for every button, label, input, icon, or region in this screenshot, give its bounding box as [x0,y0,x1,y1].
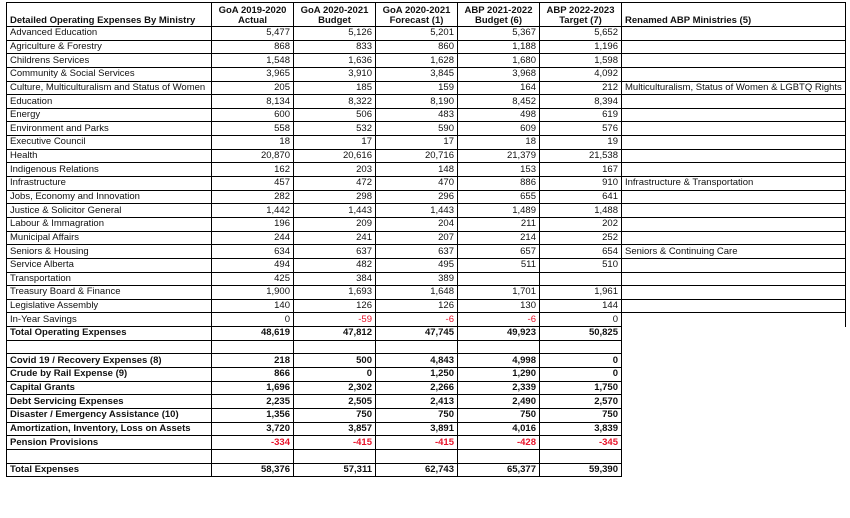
cell-goa-2020-2021-forecast[interactable]: 1,648 [376,286,458,300]
cell-goa-2019-2020-actual[interactable]: -334 [212,436,294,450]
table-body [7,3,846,477]
header-goa-2019-2020-actual[interactable]: GoA 2019-2020 Actual [212,3,294,27]
cell-label[interactable]: Childrens Services [7,54,212,68]
cell-goa-2020-2021-forecast[interactable]: -415 [376,436,458,450]
cell-label[interactable]: Disaster / Emergency Assistance (10) [7,408,212,422]
cell-renamed-ministry[interactable] [622,95,846,109]
cell-abp-2021-2022-budget[interactable]: 164 [458,81,540,95]
cell-goa-2020-2021-budget[interactable]: 472 [294,177,376,191]
cell-abp-2021-2022-budget[interactable]: 511 [458,258,540,272]
cell-goa-2019-2020-actual[interactable] [212,340,294,354]
cell-goa-2020-2021-budget[interactable]: 209 [294,217,376,231]
table-row [7,422,846,436]
cell-abp-2021-2022-budget[interactable]: 1,680 [458,54,540,68]
cell-goa-2020-2021-budget[interactable]: 57,311 [294,463,376,477]
spacer-row [7,340,846,354]
cell-goa-2020-2021-budget[interactable]: 0 [294,368,376,382]
cell-abp-2021-2022-budget[interactable] [458,272,540,286]
cell-abp-2022-2023-target[interactable]: 619 [540,108,622,122]
cell-goa-2019-2020-actual[interactable]: 457 [212,177,294,191]
cell-label[interactable]: Amortization, Inventory, Loss on Assets [7,422,212,436]
cell-goa-2020-2021-forecast[interactable]: 1,250 [376,368,458,382]
cell-goa-2020-2021-forecast[interactable]: 47,745 [376,327,458,341]
cell-abp-2022-2023-target[interactable]: 1,196 [540,40,622,54]
cell-abp-2022-2023-target[interactable]: 510 [540,258,622,272]
cell-goa-2020-2021-budget[interactable]: 2,302 [294,381,376,395]
cell-renamed-ministry[interactable] [622,163,846,177]
cell-goa-2019-2020-actual[interactable]: 20,870 [212,149,294,163]
cell-abp-2021-2022-budget[interactable]: 1,188 [458,40,540,54]
table-row [7,381,846,395]
cell-label[interactable]: Treasury Board & Finance [7,286,212,300]
cell-abp-2022-2023-target[interactable]: 5,652 [540,27,622,41]
cell-renamed-ministry[interactable] [622,40,846,54]
cell-goa-2020-2021-forecast[interactable]: 296 [376,190,458,204]
cell-abp-2021-2022-budget[interactable]: 211 [458,217,540,231]
cell-goa-2020-2021-budget[interactable]: 506 [294,108,376,122]
total-operating-row [7,327,846,341]
table-row [7,136,846,150]
cell-abp-2021-2022-budget[interactable]: 130 [458,299,540,313]
cell-abp-2022-2023-target[interactable]: 3,839 [540,422,622,436]
table-row [7,354,846,368]
total-expenses-row [7,463,846,477]
cell-abp-2022-2023-target[interactable] [540,272,622,286]
cell-label[interactable]: Jobs, Economy and Innovation [7,190,212,204]
cell-renamed-ministry[interactable] [622,108,846,122]
cell-goa-2019-2020-actual[interactable]: 162 [212,163,294,177]
cell-abp-2021-2022-budget[interactable]: -428 [458,436,540,450]
table-row [7,95,846,109]
cell-goa-2020-2021-budget[interactable]: 482 [294,258,376,272]
cell-abp-2022-2023-target[interactable]: 8,394 [540,95,622,109]
cell-goa-2020-2021-forecast[interactable]: 1,443 [376,204,458,218]
cell-abp-2021-2022-budget[interactable]: 65,377 [458,463,540,477]
cell-abp-2022-2023-target[interactable]: 4,092 [540,67,622,81]
cell-renamed-ministry[interactable]: Multiculturalism, Status of Women & LGBTQ Rights [622,81,846,95]
header-abp-2022-2023-target[interactable]: ABP 2022-2023 Target (7) [540,3,622,27]
header-goa-2020-2021-budget[interactable]: GoA 2020-2021 Budget [294,3,376,27]
table-row [7,190,846,204]
cell-goa-2019-2020-actual[interactable]: 5,477 [212,27,294,41]
cell-goa-2020-2021-forecast[interactable] [376,449,458,463]
cell-goa-2019-2020-actual[interactable]: 558 [212,122,294,136]
cell-abp-2021-2022-budget[interactable]: 214 [458,231,540,245]
cell-abp-2022-2023-target[interactable]: 0 [540,368,622,382]
cell-renamed-ministry[interactable] [622,204,846,218]
cell-abp-2021-2022-budget[interactable]: 886 [458,177,540,191]
cell-label[interactable]: Justice & Solicitor General [7,204,212,218]
table-row [7,368,846,382]
cell-renamed-ministry[interactable] [622,231,846,245]
cell-renamed-ministry[interactable] [622,190,846,204]
spreadsheet [6,2,846,477]
cell-goa-2019-2020-actual[interactable]: 18 [212,136,294,150]
cell-label[interactable]: Transportation [7,272,212,286]
cell-abp-2021-2022-budget[interactable]: 18 [458,136,540,150]
cell-abp-2021-2022-budget[interactable]: 657 [458,245,540,259]
cell-goa-2019-2020-actual[interactable]: 1,548 [212,54,294,68]
cell-label[interactable]: Community & Social Services [7,67,212,81]
cell-goa-2019-2020-actual[interactable]: 8,134 [212,95,294,109]
cell-goa-2019-2020-actual[interactable] [212,449,294,463]
cell-goa-2019-2020-actual[interactable]: 634 [212,245,294,259]
cell-goa-2020-2021-forecast[interactable]: 17 [376,136,458,150]
cell-goa-2020-2021-budget[interactable]: 298 [294,190,376,204]
cell-goa-2020-2021-forecast[interactable]: 8,190 [376,95,458,109]
cell-abp-2021-2022-budget[interactable]: 1,701 [458,286,540,300]
cell-abp-2022-2023-target[interactable]: 1,961 [540,286,622,300]
cell-goa-2020-2021-forecast[interactable]: 750 [376,408,458,422]
cell-goa-2020-2021-forecast[interactable]: 483 [376,108,458,122]
cell-label[interactable]: Environment and Parks [7,122,212,136]
header-abp-2021-2022-budget[interactable]: ABP 2021-2022 Budget (6) [458,3,540,27]
cell-abp-2022-2023-target[interactable]: 1,488 [540,204,622,218]
cell-goa-2019-2020-actual[interactable]: 866 [212,368,294,382]
cell-abp-2022-2023-target[interactable]: 167 [540,163,622,177]
cell-label[interactable]: Executive Council [7,136,212,150]
header-goa-2020-2021-forecast[interactable]: GoA 2020-2021 Forecast (1) [376,3,458,27]
cell-goa-2020-2021-budget[interactable]: 5,126 [294,27,376,41]
cell-abp-2022-2023-target[interactable]: -345 [540,436,622,450]
cell-goa-2019-2020-actual[interactable]: 140 [212,299,294,313]
cell-goa-2020-2021-forecast[interactable]: 637 [376,245,458,259]
cell-abp-2022-2023-target[interactable]: 212 [540,81,622,95]
table-row [7,27,846,41]
cell-goa-2020-2021-forecast[interactable]: 590 [376,122,458,136]
cell-goa-2020-2021-budget[interactable]: -59 [294,313,376,327]
expenses-table [6,2,846,477]
table-row [7,177,846,191]
table-row [7,408,846,422]
table-row [7,67,846,81]
cell-label[interactable]: Pension Provisions [7,436,212,450]
cell-abp-2022-2023-target[interactable]: 654 [540,245,622,259]
cell-goa-2019-2020-actual[interactable]: 282 [212,190,294,204]
cell-label[interactable]: In-Year Savings [7,313,212,327]
table-row [7,217,846,231]
cell-goa-2020-2021-budget[interactable]: 17 [294,136,376,150]
cell-label[interactable]: Energy [7,108,212,122]
cell-goa-2019-2020-actual[interactable]: 0 [212,313,294,327]
cell-goa-2020-2021-budget[interactable]: 126 [294,299,376,313]
cell-abp-2022-2023-target[interactable]: 59,390 [540,463,622,477]
cell-goa-2020-2021-budget[interactable]: 532 [294,122,376,136]
cell-renamed-ministry[interactable] [622,313,846,327]
cell-label[interactable]: Health [7,149,212,163]
cell-abp-2021-2022-budget[interactable] [458,449,540,463]
cell-goa-2020-2021-forecast[interactable]: 4,843 [376,354,458,368]
cell-abp-2022-2023-target[interactable]: 252 [540,231,622,245]
cell-renamed-ministry[interactable] [622,272,846,286]
cell-abp-2022-2023-target[interactable]: 1,598 [540,54,622,68]
cell-goa-2020-2021-budget[interactable]: 750 [294,408,376,422]
cell-abp-2022-2023-target[interactable]: 202 [540,217,622,231]
cell-goa-2019-2020-actual[interactable]: 218 [212,354,294,368]
cell-goa-2020-2021-forecast[interactable]: 204 [376,217,458,231]
cell-abp-2022-2023-target[interactable]: 50,825 [540,327,622,341]
cell-abp-2022-2023-target[interactable]: 2,570 [540,395,622,409]
cell-renamed-ministry[interactable] [622,368,846,382]
cell-goa-2020-2021-budget[interactable]: 241 [294,231,376,245]
cell-renamed-ministry[interactable] [622,354,846,368]
cell-abp-2021-2022-budget[interactable]: 5,367 [458,27,540,41]
cell-goa-2019-2020-actual[interactable]: 48,619 [212,327,294,341]
cell-label[interactable]: Total Expenses [7,463,212,477]
cell-goa-2020-2021-forecast[interactable]: 389 [376,272,458,286]
cell-goa-2019-2020-actual[interactable]: 1,900 [212,286,294,300]
cell-renamed-ministry[interactable] [622,67,846,81]
cell-abp-2021-2022-budget[interactable]: 609 [458,122,540,136]
cell-goa-2020-2021-forecast[interactable]: 126 [376,299,458,313]
cell-goa-2019-2020-actual[interactable]: 868 [212,40,294,54]
cell-abp-2021-2022-budget[interactable]: 655 [458,190,540,204]
table-row [7,436,846,450]
cell-label[interactable]: Indigenous Relations [7,163,212,177]
cell-goa-2020-2021-budget[interactable]: 384 [294,272,376,286]
table-row [7,258,846,272]
cell-renamed-ministry[interactable] [622,395,846,409]
table-row [7,108,846,122]
cell-abp-2021-2022-budget[interactable]: 4,016 [458,422,540,436]
cell-abp-2021-2022-budget[interactable]: 750 [458,408,540,422]
cell-renamed-ministry[interactable] [622,217,846,231]
cell-goa-2020-2021-budget[interactable]: 833 [294,40,376,54]
cell-label[interactable]: Agriculture & Forestry [7,40,212,54]
cell-goa-2020-2021-forecast[interactable]: -6 [376,313,458,327]
table-row [7,299,846,313]
cell-goa-2019-2020-actual[interactable]: 2,235 [212,395,294,409]
cell-renamed-ministry[interactable] [622,149,846,163]
table-row [7,272,846,286]
cell-label[interactable]: Service Alberta [7,258,212,272]
cell-abp-2022-2023-target[interactable]: 750 [540,408,622,422]
cell-goa-2019-2020-actual[interactable]: 244 [212,231,294,245]
cell-abp-2021-2022-budget[interactable]: -6 [458,313,540,327]
cell-renamed-ministry[interactable] [622,449,846,463]
cell-goa-2020-2021-forecast[interactable]: 2,413 [376,395,458,409]
cell-goa-2019-2020-actual[interactable]: 196 [212,217,294,231]
cell-abp-2021-2022-budget[interactable]: 2,339 [458,381,540,395]
cell-label[interactable]: Legislative Assembly [7,299,212,313]
spacer-row [7,449,846,463]
cell-label[interactable]: Advanced Education [7,27,212,41]
cell-goa-2020-2021-forecast[interactable]: 2,266 [376,381,458,395]
cell-goa-2019-2020-actual[interactable]: 494 [212,258,294,272]
cell-renamed-ministry[interactable] [622,122,846,136]
cell-abp-2022-2023-target[interactable]: 641 [540,190,622,204]
cell-label[interactable]: Total Operating Expenses [7,327,212,341]
table-row [7,313,846,327]
cell-goa-2020-2021-budget[interactable]: 2,505 [294,395,376,409]
cell-label[interactable]: Labour & Immagration [7,217,212,231]
cell-goa-2020-2021-budget[interactable]: 47,812 [294,327,376,341]
cell-label[interactable]: Crude by Rail Expense (9) [7,368,212,382]
cell-abp-2021-2022-budget[interactable]: 3,968 [458,67,540,81]
cell-abp-2022-2023-target[interactable]: 0 [540,354,622,368]
cell-renamed-ministry[interactable] [622,327,846,341]
cell-renamed-ministry[interactable] [622,27,846,41]
cell-goa-2020-2021-budget[interactable]: 8,322 [294,95,376,109]
cell-goa-2020-2021-budget[interactable]: 20,616 [294,149,376,163]
cell-renamed-ministry[interactable] [622,340,846,354]
cell-goa-2020-2021-forecast[interactable]: 1,628 [376,54,458,68]
cell-goa-2020-2021-forecast[interactable]: 3,845 [376,67,458,81]
table-row [7,81,846,95]
cell-abp-2021-2022-budget[interactable]: 2,490 [458,395,540,409]
table-row [7,54,846,68]
cell-renamed-ministry[interactable] [622,422,846,436]
cell-goa-2020-2021-forecast[interactable]: 148 [376,163,458,177]
cell-label[interactable]: Culture, Multiculturalism and Status of Women [7,81,212,95]
cell-abp-2022-2023-target[interactable]: 0 [540,313,622,327]
cell-label[interactable]: Covid 19 / Recovery Expenses (8) [7,354,212,368]
cell-abp-2021-2022-budget[interactable] [458,340,540,354]
cell-goa-2020-2021-forecast[interactable]: 495 [376,258,458,272]
cell-renamed-ministry[interactable] [622,299,846,313]
header-label[interactable]: Detailed Operating Expenses By Ministry [7,3,212,27]
cell-abp-2021-2022-budget[interactable]: 49,923 [458,327,540,341]
cell-goa-2020-2021-budget[interactable]: 1,636 [294,54,376,68]
header-row [7,3,846,27]
table-row [7,163,846,177]
cell-abp-2021-2022-budget[interactable]: 153 [458,163,540,177]
cell-abp-2022-2023-target[interactable]: 21,538 [540,149,622,163]
cell-goa-2020-2021-budget[interactable]: 1,693 [294,286,376,300]
table-row [7,204,846,218]
cell-renamed-ministry[interactable] [622,54,846,68]
cell-label[interactable]: Education [7,95,212,109]
cell-goa-2020-2021-forecast[interactable]: 3,891 [376,422,458,436]
table-row [7,395,846,409]
cell-goa-2020-2021-forecast[interactable]: 20,716 [376,149,458,163]
cell-label[interactable] [7,449,212,463]
cell-abp-2021-2022-budget[interactable]: 1,489 [458,204,540,218]
cell-goa-2019-2020-actual[interactable]: 600 [212,108,294,122]
cell-abp-2021-2022-budget[interactable]: 8,452 [458,95,540,109]
cell-goa-2019-2020-actual[interactable]: 425 [212,272,294,286]
cell-goa-2020-2021-budget[interactable]: 185 [294,81,376,95]
cell-label[interactable]: Infrastructure [7,177,212,191]
cell-goa-2020-2021-forecast[interactable]: 5,201 [376,27,458,41]
cell-renamed-ministry[interactable] [622,286,846,300]
cell-goa-2020-2021-forecast[interactable] [376,340,458,354]
cell-abp-2022-2023-target[interactable]: 1,750 [540,381,622,395]
cell-goa-2019-2020-actual[interactable]: 58,376 [212,463,294,477]
cell-label[interactable]: Seniors & Housing [7,245,212,259]
cell-abp-2022-2023-target[interactable] [540,449,622,463]
cell-goa-2019-2020-actual[interactable]: 205 [212,81,294,95]
cell-renamed-ministry[interactable]: Seniors & Continuing Care [622,245,846,259]
cell-abp-2022-2023-target[interactable]: 19 [540,136,622,150]
cell-renamed-ministry[interactable] [622,136,846,150]
cell-goa-2020-2021-forecast[interactable]: 62,743 [376,463,458,477]
cell-goa-2020-2021-forecast[interactable]: 470 [376,177,458,191]
cell-goa-2020-2021-budget[interactable]: 3,910 [294,67,376,81]
cell-renamed-ministry[interactable] [622,463,846,477]
cell-abp-2022-2023-target[interactable]: 910 [540,177,622,191]
cell-abp-2021-2022-budget[interactable]: 21,379 [458,149,540,163]
cell-renamed-ministry[interactable] [622,381,846,395]
cell-goa-2019-2020-actual[interactable]: 3,965 [212,67,294,81]
header-renamed-ministries[interactable]: Renamed ABP Ministries (5) [622,3,846,27]
cell-goa-2020-2021-forecast[interactable]: 207 [376,231,458,245]
cell-goa-2019-2020-actual[interactable]: 1,356 [212,408,294,422]
cell-goa-2020-2021-budget[interactable]: -415 [294,436,376,450]
cell-goa-2020-2021-budget[interactable] [294,340,376,354]
cell-abp-2021-2022-budget[interactable]: 498 [458,108,540,122]
cell-label[interactable] [7,340,212,354]
table-row [7,245,846,259]
cell-goa-2020-2021-budget[interactable]: 1,443 [294,204,376,218]
table-row [7,40,846,54]
cell-goa-2020-2021-forecast[interactable]: 159 [376,81,458,95]
cell-abp-2021-2022-budget[interactable]: 4,998 [458,354,540,368]
cell-abp-2021-2022-budget[interactable]: 1,290 [458,368,540,382]
cell-label[interactable]: Municipal Affairs [7,231,212,245]
table-row [7,286,846,300]
cell-goa-2020-2021-budget[interactable] [294,449,376,463]
cell-goa-2019-2020-actual[interactable]: 1,696 [212,381,294,395]
cell-goa-2019-2020-actual[interactable]: 3,720 [212,422,294,436]
cell-goa-2020-2021-budget[interactable]: 3,857 [294,422,376,436]
cell-abp-2022-2023-target[interactable]: 144 [540,299,622,313]
cell-goa-2019-2020-actual[interactable]: 1,442 [212,204,294,218]
cell-label[interactable]: Capital Grants [7,381,212,395]
cell-abp-2022-2023-target[interactable]: 576 [540,122,622,136]
cell-renamed-ministry[interactable] [622,408,846,422]
table-row [7,231,846,245]
cell-label[interactable]: Debt Servicing Expenses [7,395,212,409]
cell-renamed-ministry[interactable] [622,436,846,450]
cell-renamed-ministry[interactable] [622,258,846,272]
cell-goa-2020-2021-budget[interactable]: 637 [294,245,376,259]
cell-goa-2020-2021-budget[interactable]: 500 [294,354,376,368]
cell-goa-2020-2021-forecast[interactable]: 860 [376,40,458,54]
table-row [7,122,846,136]
cell-goa-2020-2021-budget[interactable]: 203 [294,163,376,177]
cell-renamed-ministry[interactable]: Infrastructure & Transportation [622,177,846,191]
table-row [7,149,846,163]
cell-abp-2022-2023-target[interactable] [540,340,622,354]
